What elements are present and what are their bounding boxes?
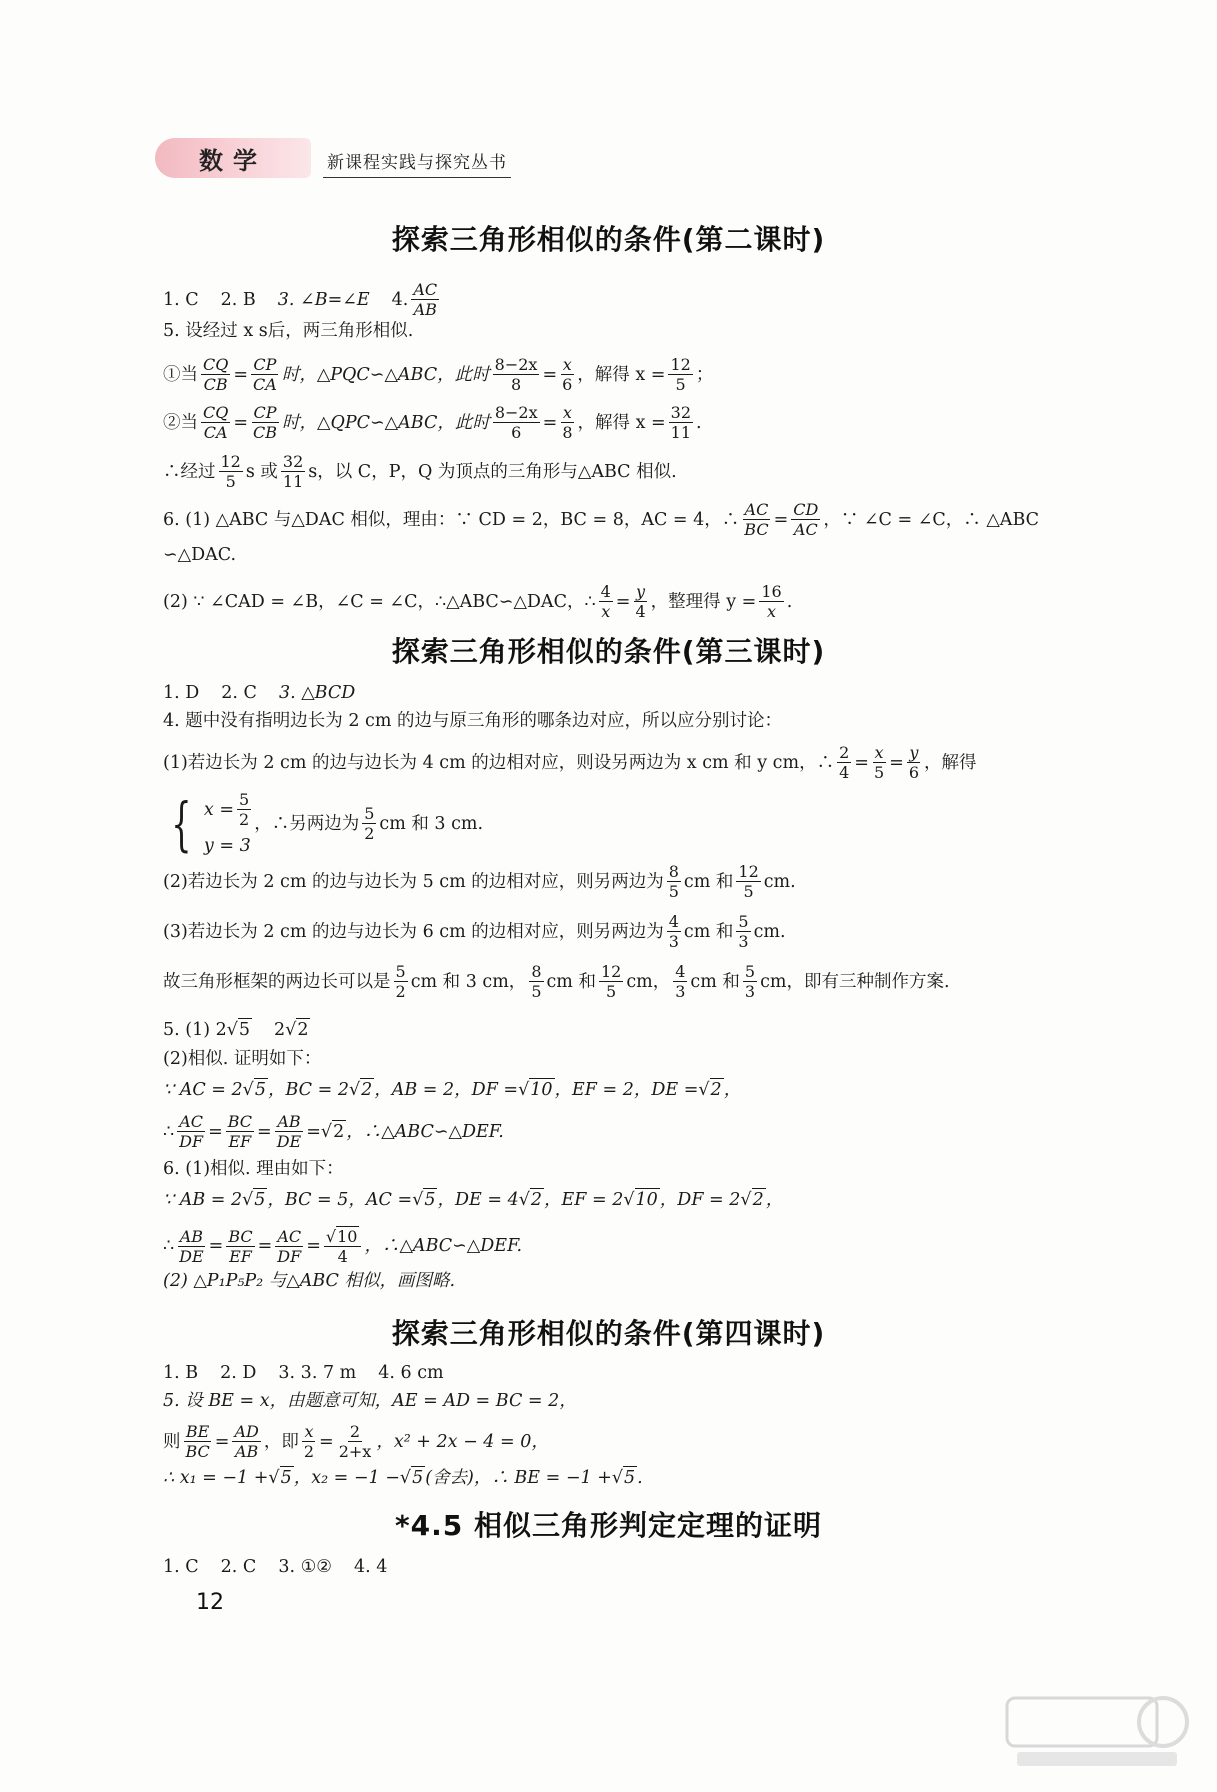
answer-line: 则 $\frac{BE}{BC}$ = $\frac{AD}{AB}$ ，即 $\frac{x}{2}$ = $\frac{2}{2+x}$ ，x² + 2x − 4 = 0，: [163, 1422, 549, 1461]
section-title-lesson-2: 探索三角形相似的条件(第二课时): [391, 223, 826, 256]
subject-badge: 数学: [155, 138, 311, 178]
answer-line: 1. C 2. B 3. ∠B=∠E 4. $\frac{AC}{AB}$: [163, 280, 438, 319]
answer-line: 1. B 2. D 3. 3. 7 m 4. 6 cm: [163, 1363, 444, 1383]
answer-line: ∴ $\frac{AC}{DF}$ = $\frac{BC}{EF}$ = $\frac{AB}{DE}$ = √ 2 ，∴△ABC∽△DEF.: [163, 1112, 504, 1151]
answer-line: 5. 设 BE = x，由题意可知，AE = AD = BC = 2，: [163, 1391, 577, 1411]
answer-line: (2)若边长为 2 cm 的边与边长为 5 cm 的边相对应，则另两边为 $\frac{8}{5}$ cm 和 $\frac{12}{5}$ cm.: [163, 862, 796, 901]
answer-line: (2) △P₁P₅P₂ 与△ABC 相似，画图略.: [163, 1271, 456, 1291]
answer-line: ∵ AC = 2 √ 5 ，BC = 2 √ 2 ，AB = 2，DF = √ 10 ，EF = 2，DE = √ 2 ，: [163, 1079, 742, 1100]
watermark-logo: [1003, 1692, 1193, 1772]
answer-line: 1. D 2. C 3. △BCD: [163, 683, 356, 703]
answer-line: 6. (1) △ABC 与△DAC 相似，理由：∵ CD = 2，BC = 8，AC = 4，∴ $\frac{AC}{BC}$ = $\frac{CD}{AC}$ ，∵ ∠C = ∠C，∴ △ABC: [163, 500, 1040, 539]
page-header: [155, 138, 511, 178]
section-title-lesson-4: 探索三角形相似的条件(第四课时): [391, 1317, 826, 1350]
answer-line: 5. (1) 2 √ 5 2 √ 2: [163, 1019, 309, 1040]
answer-line: ∴经过 $\frac{12}{5}$ s 或 $\frac{32}{11}$ s，以 C，P，Q 为顶点的三角形与△ABC 相似.: [163, 452, 677, 491]
equation-system: { x = $\frac{5}{2}$ y = 3: [171, 789, 251, 858]
answer-line: ①当 $\frac{CQ}{CB}$ = $\frac{CP}{CA}$ 时，△PQC∽△ABC，此时 $\frac{8-2x}{8}$ = $\frac{x}{6}$ ，解得 x = $\frac{12}{5}$ ；: [163, 355, 714, 394]
answer-line: ∵ AB = 2 √ 5 ，BC = 5，AC = √ 5 ，DE = 4 √ 2 ，EF = 2 √ 10 ，DF = 2 √ 2 ，: [163, 1189, 784, 1210]
answer-line: 5. 设经过 x s后，两三角形相似.: [163, 321, 414, 341]
answer-line: ∴ x₁ = −1 + √ 5 ，x₂ = −1 − √ 5 (舍去)，∴ BE = −1 + √ 5 .: [163, 1467, 643, 1488]
answer-line: ∴ $\frac{AB}{DE}$ = $\frac{BC}{EF}$ = $\frac{AC}{DF}$ = √ 10 4 ，∴△ABC∽△DEF.: [163, 1226, 523, 1266]
section-title-4-5: *4.5 相似三角形判定定理的证明: [395, 1509, 822, 1542]
fraction: $\frac{AC}{AB}$: [413, 280, 438, 319]
answer-line: ∽△DAC.: [163, 545, 237, 565]
answer-line: (2)相似. 证明如下：: [163, 1049, 322, 1069]
answer-line: (2) ∵ ∠CAD = ∠B，∠C = ∠C，∴△ABC∽△DAC，∴ $\frac{4}{x}$ = $\frac{y}{4}$ ，整理得 y = $\frac{16}{x}$ .: [163, 582, 793, 621]
answer-line: 6. (1)相似. 理由如下：: [163, 1159, 344, 1179]
section-title-lesson-3: 探索三角形相似的条件(第三课时): [391, 635, 826, 668]
answer-line: 故三角形框架的两边长可以是 $\frac{5}{2}$ cm 和 3 cm， $\frac{8}{5}$ cm 和 $\frac{12}{5}$ cm， $\frac{4}{3}$ cm 和 $\frac{5}{3}$ cm，即有三种制作方案.: [163, 962, 950, 1001]
answer-line: (3)若边长为 2 cm 的边与边长为 6 cm 的边相对应，则另两边为 $\frac{4}{3}$ cm 和 $\frac{5}{3}$ cm.: [163, 912, 786, 951]
answer-line: { x = $\frac{5}{2}$ y = 3 ，∴另两边为 $\frac{5}{2}$ cm 和 3 cm.: [163, 790, 483, 857]
page-number: 12: [196, 1590, 224, 1615]
answer-line: 1. C 2. C 3. ①② 4. 4: [163, 1557, 388, 1577]
answer-line: (1)若边长为 2 cm 的边与边长为 4 cm 的边相对应，则设另两边为 x cm 和 y cm，∴ $\frac{2}{4}$ = $\frac{x}{5}$ = $\frac{y}{6}$ ，解得: [163, 743, 977, 782]
answer-line: 4. 题中没有指明边长为 2 cm 的边与原三角形的哪条边对应，所以应分别讨论：: [163, 711, 782, 731]
answer-line: ②当 $\frac{CQ}{CA}$ = $\frac{CP}{CB}$ 时，△QPC∽△ABC，此时 $\frac{8-2x}{6}$ = $\frac{x}{8}$ ，解得 x = $\frac{32}{11}$ .: [163, 403, 702, 442]
series-title: 新课程实践与探究丛书: [323, 148, 511, 178]
